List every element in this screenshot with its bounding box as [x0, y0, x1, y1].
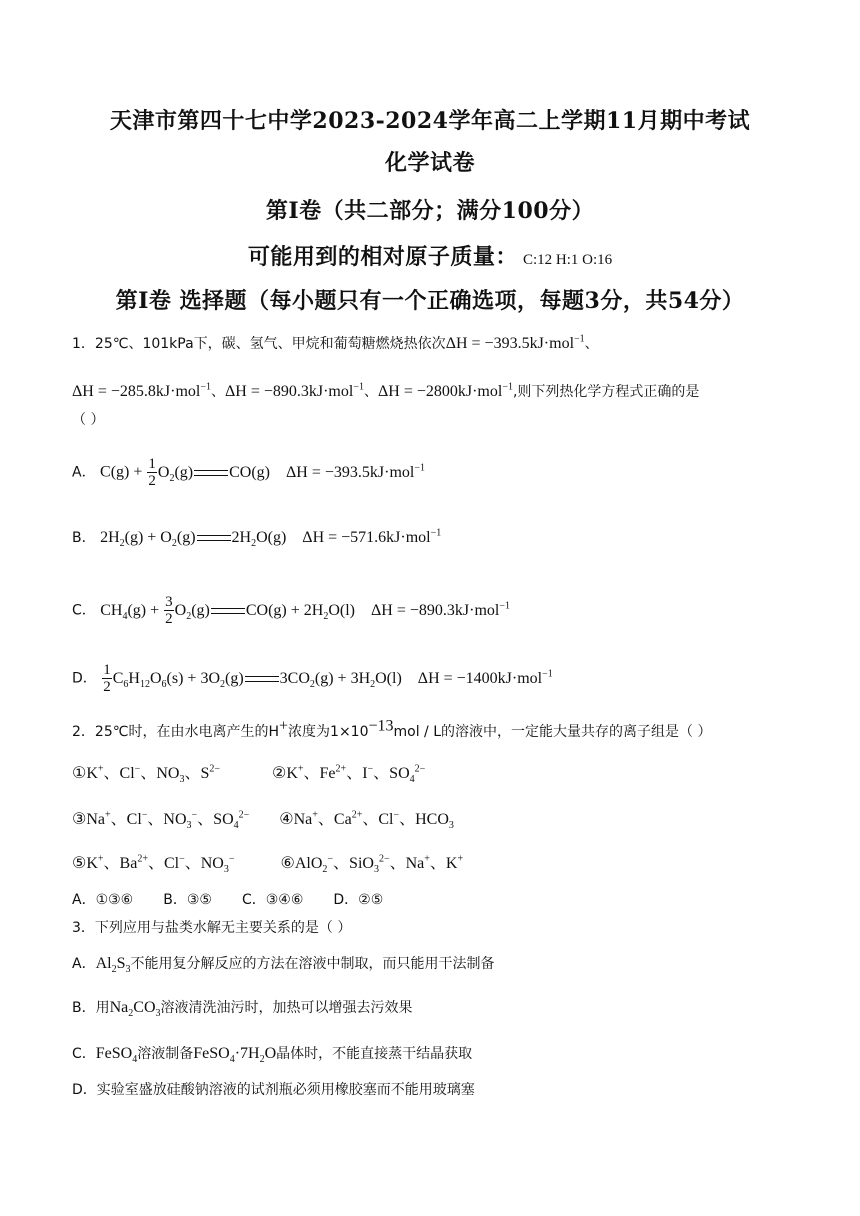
q3-option-a: A．$Al_2S_3$不能用复分解反应的方法在溶液中制取，而只能用干法制备: [72, 955, 495, 976]
q2-groups-row2: ③Na+、Cl−、$NO_3^-$、$SO_4^{2-}$ ④Na+、$Ca^{2+}$、Cl−、$HCO_3$: [72, 809, 454, 832]
q1-stem-line2: ΔH = −285.8kJ·mol$^{-1}$、ΔH = −890.3kJ·mol$^{-1}$、ΔH = −2800kJ·mol$^{-1}$,则下列热化学方程式正确的是: [72, 381, 700, 400]
atomic-mass-line: [0, 240, 860, 271]
q3-option-b: B．用$Na_2CO_3$溶液清洗油污时，加热可以增强去污效果: [72, 999, 413, 1020]
q2-choice-c: C．③④⑥: [241, 892, 304, 908]
q1-option-b: B． $2H_2(g) + O_2(g)$ $2H_2O(g)$ ΔH = −571.6kJ·mol$^{-1}$: [72, 527, 442, 550]
q1-dh4: ΔH = −2800kJ·mol$^{-1}$: [377, 381, 513, 400]
atomic-mass-values: C:12 H:1 O:16: [522, 252, 613, 268]
q2-groups-row3: ⑤K+、$Ba^{2+}$、Cl−、$NO_3^-$ ⑥AlO$_2$−、SiO$_3^{2-}$、Na+、K+: [72, 853, 464, 876]
q1-dh3: ΔH = −890.3kJ·mol$^{-1}$: [224, 381, 364, 400]
exam-title: 天津市第四十七中学2023-2024学年高二上学期11月期中考试: [109, 108, 751, 134]
q1-paren: （ ）: [72, 412, 105, 428]
q1-option-a: A． C(g) + $\frac{1}{2}$ $O_2(g)$ CO(g) ΔH = −393.5kJ·mol$^{-1}$: [72, 456, 425, 489]
q1-option-c: C． $CH_4(g)$ + $\frac{3}{2}$ $O_2(g) CO(g) + 2H_2O(l)$ ΔH = −890.3kJ·mol$^{-1}$: [72, 594, 510, 627]
q3-option-c: C．FeSO$_4$溶液制备$FeSO_4\cdot 7H_2O$晶体时，不能直接蒸干结晶获取: [72, 1045, 473, 1066]
q1-dh2: ΔH = −285.8kJ·mol$^{-1}$: [72, 381, 211, 400]
subject-title: 化学试卷: [384, 150, 475, 176]
q1-stem-text: 25℃、101kPa下，碳、氢气、甲烷和葡萄糖燃烧热依次: [94, 336, 446, 352]
q3-option-d: D．实验室盛放硅酸钠溶液的试剂瓶必须用橡胶塞而不能用玻璃塞: [72, 1082, 475, 1098]
q1-number: 1．: [72, 336, 95, 352]
part-info: 第Ⅰ卷（共二部分；满分100分）: [265, 198, 595, 224]
q2-choice-b: B．③⑤: [163, 892, 212, 908]
q2-stem: 2．25℃时，在由水电离产生的H+浓度为$1\times 10^{-13}mol / L$的溶液中，一定能大量共存的离子组是（ ）: [72, 717, 712, 740]
q2-groups-row1: ①K+、Cl−、$NO_3$、$S^{2-}$ ②K+、$Fe^{2+}$、I−、$SO_4^{2-}$: [72, 763, 426, 786]
q1-option-d: D． $\frac{1}{2}$ $C_6H_{12}O_6(s) + 3O_2(g) 3CO_2(g) + 3H_2O(l)$ ΔH = −1400kJ·mol$^{-1}$: [72, 662, 553, 695]
section-title: 第Ⅰ卷 选择题（每小题只有一个正确选项，每题3分，共54分）: [115, 288, 745, 314]
q1-stem-line1: 1．25℃、101kPa下，碳、氢气、甲烷和葡萄糖燃烧热依次ΔH = −393.5kJ·mol$^{-1}$、: [72, 333, 599, 352]
q2-choice-a: A．①③⑥: [72, 892, 134, 908]
q1-stem-tail: ,则下列热化学方程式正确的是: [512, 384, 700, 400]
q2-choices: [72, 890, 413, 910]
q1-dh1: ΔH = −393.5kJ·mol$^{-1}$: [445, 333, 585, 352]
q2-choice-d: D．②⑤: [333, 892, 384, 908]
atomic-mass-label: 可能用到的相对原子质量：: [247, 244, 518, 270]
q3-stem: 3．下列应用与盐类水解无主要关系的是（ ）: [72, 920, 352, 936]
